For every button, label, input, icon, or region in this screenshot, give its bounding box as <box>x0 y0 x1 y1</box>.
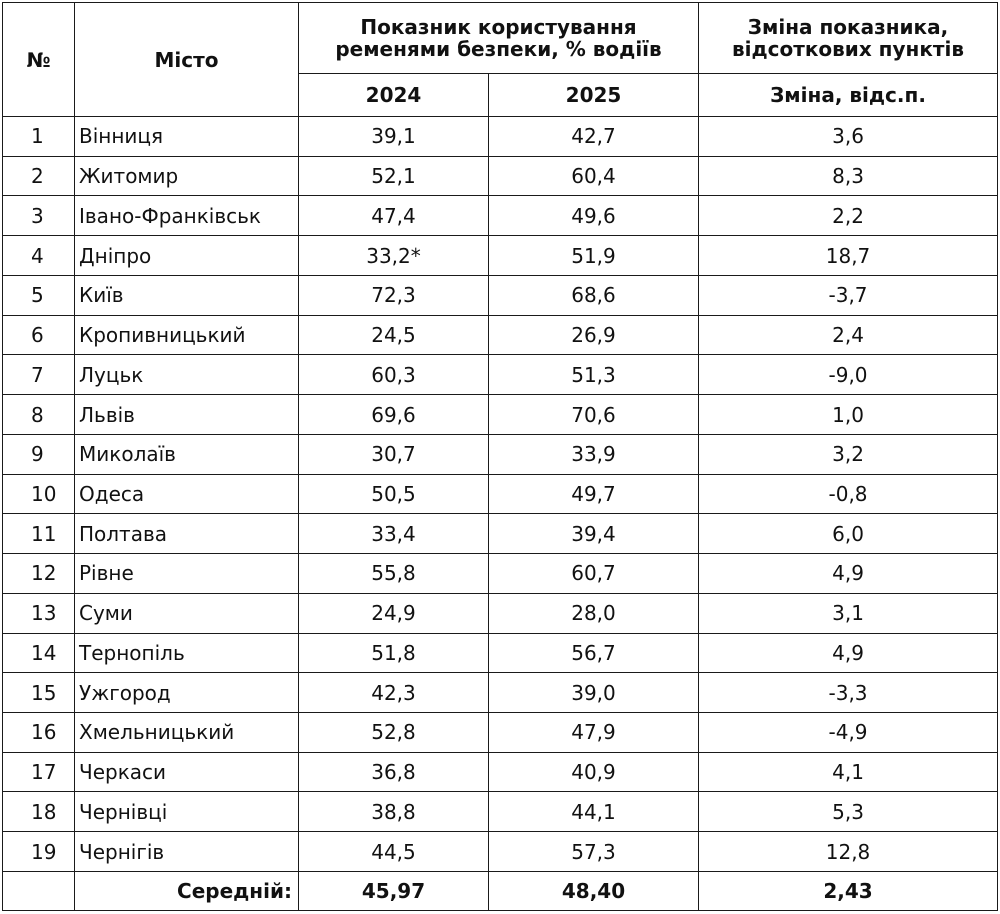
row-city: Дніпро <box>75 236 299 276</box>
header-usage-line2: ременями безпеки, % водіїв <box>335 37 662 61</box>
row-value-2024: 52,8 <box>299 713 489 753</box>
row-change: 2,2 <box>699 196 998 236</box>
row-number: 12 <box>3 554 75 594</box>
row-city: Черкаси <box>75 752 299 792</box>
row-change: 8,3 <box>699 156 998 196</box>
row-value-2024: 72,3 <box>299 275 489 315</box>
row-change: -9,0 <box>699 355 998 395</box>
table-row <box>3 832 998 872</box>
row-change: 4,1 <box>699 752 998 792</box>
row-city: Одеса <box>75 474 299 514</box>
row-number: 10 <box>3 474 75 514</box>
header-usage <box>299 3 699 74</box>
row-change: -3,7 <box>699 275 998 315</box>
row-change: 1,0 <box>699 395 998 435</box>
table-row <box>3 752 998 792</box>
row-number: 8 <box>3 395 75 435</box>
table-row <box>3 117 998 157</box>
row-city: Полтава <box>75 514 299 554</box>
row-city: Івано-Франківськ <box>75 196 299 236</box>
table-row <box>3 275 998 315</box>
table-row <box>3 713 998 753</box>
seatbelt-usage-table <box>2 2 998 911</box>
row-change: 4,9 <box>699 633 998 673</box>
average-change: 2,43 <box>699 872 998 911</box>
table-row <box>3 554 998 594</box>
table-row <box>3 593 998 633</box>
row-value-2024: 39,1 <box>299 117 489 157</box>
row-number: 3 <box>3 196 75 236</box>
row-city: Вінниця <box>75 117 299 157</box>
row-value-2025: 51,9 <box>489 236 699 276</box>
row-city: Чернівці <box>75 792 299 832</box>
header-city: Місто <box>75 3 299 117</box>
table-row <box>3 196 998 236</box>
header-change-line2: відсоткових пунктів <box>731 37 965 61</box>
row-value-2024: 47,4 <box>299 196 489 236</box>
row-number: 4 <box>3 236 75 276</box>
row-value-2025: 47,9 <box>489 713 699 753</box>
row-city: Львів <box>75 395 299 435</box>
average-label: Середній: <box>75 872 299 911</box>
row-value-2025: 51,3 <box>489 355 699 395</box>
row-change: 3,1 <box>699 593 998 633</box>
row-number: 18 <box>3 792 75 832</box>
row-value-2025: 70,6 <box>489 395 699 435</box>
row-city: Суми <box>75 593 299 633</box>
row-value-2024: 24,9 <box>299 593 489 633</box>
row-number: 6 <box>3 315 75 355</box>
row-value-2025: 42,7 <box>489 117 699 157</box>
table-row <box>3 474 998 514</box>
row-value-2024: 30,7 <box>299 434 489 474</box>
table-row <box>3 792 998 832</box>
row-number: 17 <box>3 752 75 792</box>
row-city: Миколаїв <box>75 434 299 474</box>
row-number: 16 <box>3 713 75 753</box>
row-change: 6,0 <box>699 514 998 554</box>
header-year-2025: 2025 <box>489 74 699 117</box>
row-change: -3,3 <box>699 673 998 713</box>
row-city: Луцьк <box>75 355 299 395</box>
header-number: № <box>3 3 75 117</box>
row-number: 13 <box>3 593 75 633</box>
row-value-2024: 52,1 <box>299 156 489 196</box>
row-value-2024: 60,3 <box>299 355 489 395</box>
row-value-2025: 49,7 <box>489 474 699 514</box>
row-value-2024: 44,5 <box>299 832 489 872</box>
row-value-2025: 49,6 <box>489 196 699 236</box>
table-row <box>3 514 998 554</box>
table-row <box>3 395 998 435</box>
table-row <box>3 315 998 355</box>
average-empty-cell <box>3 872 75 911</box>
row-value-2025: 44,1 <box>489 792 699 832</box>
header-year-2024: 2024 <box>299 74 489 117</box>
table-row <box>3 673 998 713</box>
row-change: 12,8 <box>699 832 998 872</box>
row-value-2024: 33,4 <box>299 514 489 554</box>
average-row <box>3 872 998 911</box>
row-number: 15 <box>3 673 75 713</box>
row-change: 2,4 <box>699 315 998 355</box>
row-number: 9 <box>3 434 75 474</box>
table-body <box>3 117 998 872</box>
row-value-2025: 33,9 <box>489 434 699 474</box>
row-change: 3,2 <box>699 434 998 474</box>
row-change: -0,8 <box>699 474 998 514</box>
row-value-2025: 60,7 <box>489 554 699 594</box>
row-city: Житомир <box>75 156 299 196</box>
table-row <box>3 355 998 395</box>
row-city: Чернігів <box>75 832 299 872</box>
row-value-2024: 69,6 <box>299 395 489 435</box>
row-city: Рівне <box>75 554 299 594</box>
row-number: 7 <box>3 355 75 395</box>
row-value-2025: 57,3 <box>489 832 699 872</box>
row-change: 3,6 <box>699 117 998 157</box>
row-value-2025: 40,9 <box>489 752 699 792</box>
header-usage-line1: Показник користування <box>360 15 637 39</box>
row-change: 18,7 <box>699 236 998 276</box>
header-change-sub: Зміна, відс.п. <box>699 74 998 117</box>
header-change-line1: Зміна показника, <box>747 15 949 39</box>
row-number: 11 <box>3 514 75 554</box>
row-value-2025: 68,6 <box>489 275 699 315</box>
row-city: Хмельницький <box>75 713 299 753</box>
row-city: Київ <box>75 275 299 315</box>
row-value-2024: 38,8 <box>299 792 489 832</box>
row-number: 19 <box>3 832 75 872</box>
table-row <box>3 434 998 474</box>
row-value-2024: 33,2* <box>299 236 489 276</box>
row-change: -4,9 <box>699 713 998 753</box>
table-row <box>3 156 998 196</box>
row-value-2025: 60,4 <box>489 156 699 196</box>
row-value-2025: 39,0 <box>489 673 699 713</box>
row-value-2024: 42,3 <box>299 673 489 713</box>
row-change: 5,3 <box>699 792 998 832</box>
average-2025: 48,40 <box>489 872 699 911</box>
row-value-2024: 50,5 <box>299 474 489 514</box>
row-value-2025: 26,9 <box>489 315 699 355</box>
table-row <box>3 633 998 673</box>
row-number: 14 <box>3 633 75 673</box>
row-value-2025: 39,4 <box>489 514 699 554</box>
row-number: 1 <box>3 117 75 157</box>
average-2024: 45,97 <box>299 872 489 911</box>
row-city: Ужгород <box>75 673 299 713</box>
row-value-2025: 28,0 <box>489 593 699 633</box>
row-value-2024: 55,8 <box>299 554 489 594</box>
row-city: Кропивницький <box>75 315 299 355</box>
row-value-2024: 51,8 <box>299 633 489 673</box>
row-number: 2 <box>3 156 75 196</box>
row-value-2024: 36,8 <box>299 752 489 792</box>
row-value-2024: 24,5 <box>299 315 489 355</box>
header-change <box>699 3 998 74</box>
row-number: 5 <box>3 275 75 315</box>
row-change: 4,9 <box>699 554 998 594</box>
table-row <box>3 236 998 276</box>
row-value-2025: 56,7 <box>489 633 699 673</box>
row-city: Тернопіль <box>75 633 299 673</box>
